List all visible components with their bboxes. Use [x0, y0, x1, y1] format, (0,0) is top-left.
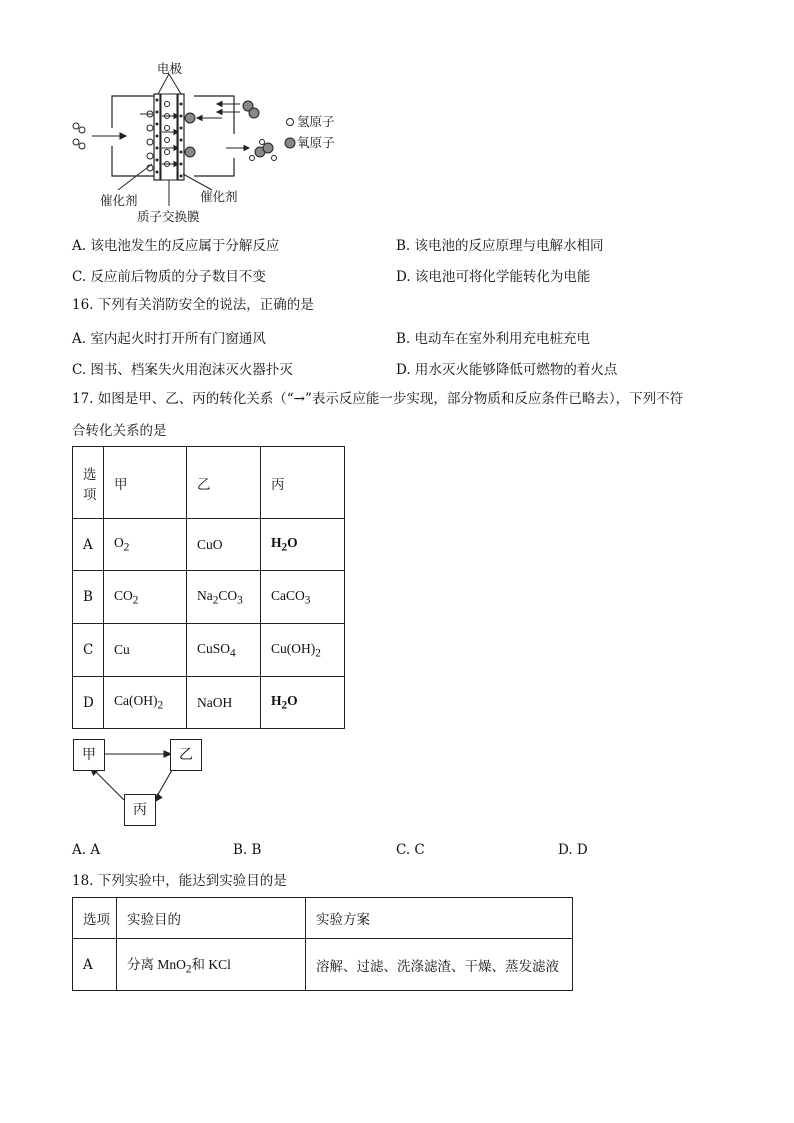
q17-answer-b[interactable]: B. B [233, 842, 262, 858]
q15-option-d[interactable]: D. 该电池可将化学能转化为电能 [396, 269, 591, 285]
q17-cell-yi: CuSO$_4$ [187, 624, 261, 677]
q17-cell-jia: $CO_2$ [104, 571, 187, 624]
q17-table [72, 446, 345, 729]
q17-answer-a[interactable]: A. A [72, 842, 101, 858]
q17-box-bing: 丙 [124, 794, 156, 826]
q17-stem-line2: 合转化关系的是 [72, 423, 167, 439]
q17-row-label: C [73, 624, 104, 677]
electrode-label: 电极 [157, 61, 183, 76]
q17-cell-bing: $H_2O$ [261, 519, 345, 571]
q17-box-jia: 甲 [73, 739, 105, 771]
q16-option-a[interactable]: A. 室内起火时打开所有门窗通风 [72, 331, 266, 347]
table-row [73, 624, 345, 677]
catalyst-right-label: 催化剂 [200, 189, 238, 204]
q18-header-goal: 实验目的 [117, 898, 306, 939]
q17-answer-c[interactable]: C. C [396, 842, 425, 858]
table-row [73, 519, 345, 571]
q17-stem-line1: 17. 如图是甲、乙、丙的转化关系（“→”表示反应能一步实现，部分物质和反应条件已略去），下列不符 [72, 391, 684, 407]
q17-row-label: B [73, 571, 104, 624]
q18-stem: 18. 下列实验中，能达到实验目的是 [72, 873, 287, 889]
q16-option-b[interactable]: B. 电动车在室外利用充电桩充电 [396, 331, 591, 347]
q17-row-label: D [73, 677, 104, 729]
q17-header-option: 选 项 [73, 447, 104, 519]
hydrogen-legend-label: 氢原子 [297, 114, 335, 129]
membrane-label: 质子交换膜 [137, 209, 200, 224]
q15-option-a[interactable]: A. 该电池发生的反应属于分解反应 [72, 238, 280, 254]
q17-cell-bing: $H_2O$ [261, 677, 345, 729]
q17-cell-yi: NaOH [187, 677, 261, 729]
q17-header-yi: 乙 [187, 447, 261, 519]
q17-header-bing: 丙 [261, 447, 345, 519]
hydrogen-legend-icon [287, 119, 294, 126]
q17-row-label: A [73, 519, 104, 571]
q17-cell-yi: $Na_2CO_3$ [187, 571, 261, 624]
q17-cell-bing: CaCO$_3$ [261, 571, 345, 624]
q17-cell-yi: CuO [187, 519, 261, 571]
oxygen-legend-icon [285, 138, 295, 148]
table-row [73, 571, 345, 624]
q17-cell-jia: $Ca(OH)_2$ [104, 677, 187, 729]
q17-header-jia: 甲 [104, 447, 187, 519]
q18-table [72, 897, 573, 991]
q17-box-yi: 乙 [170, 739, 202, 771]
oxygen-legend-label: 氧原子 [297, 135, 335, 150]
q17-answer-d[interactable]: D. D [558, 842, 588, 858]
q18-row-plan: 溶解、过滤、洗涤滤渣、干燥、蒸发滤液 [306, 939, 573, 991]
q15-option-c[interactable]: C. 反应前后物质的分子数目不变 [72, 269, 266, 285]
catalyst-left-label: 催化剂 [100, 193, 138, 208]
table-row [73, 677, 345, 729]
table-row [73, 939, 573, 991]
q18-row-label: A [73, 939, 117, 991]
q18-header-option: 选项 [73, 898, 117, 939]
q17-cell-jia: Cu [104, 624, 187, 677]
q15-option-b[interactable]: B. 该电池的反应原理与电解水相同 [396, 238, 604, 254]
q17-cell-bing: $Cu(OH)_2$ [261, 624, 345, 677]
q16-option-d[interactable]: D. 用水灭火能够降低可燃物的着火点 [396, 362, 618, 378]
q18-header-plan: 实验方案 [306, 898, 573, 939]
q16-option-c[interactable]: C. 图书、档案失火用泡沫灭火器扑灭 [72, 362, 293, 378]
q18-row-goal: 分离 MnO$_2$和 KCl [117, 939, 306, 991]
q17-cell-jia: $O_2$ [104, 519, 187, 571]
q16-stem: 16. 下列有关消防安全的说法，正确的是 [72, 297, 314, 313]
